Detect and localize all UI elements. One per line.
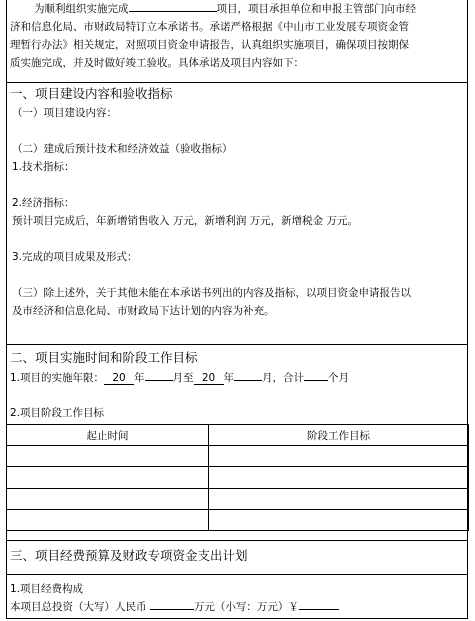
table-row	[7, 509, 469, 530]
table-cell	[209, 446, 469, 467]
intro-line-2: 济和信息化局、市财政局特订立本承诺书。承诺严格根据《中山市工业发展专项资金管	[10, 21, 409, 33]
section-3-heading: 三、项目经费预算及财政专项资金支出计划	[10, 548, 248, 563]
total-investment-text: 本项目总投资（大写）人民币	[10, 601, 147, 613]
economic-indicators-label: 2.经济指标：	[12, 197, 75, 209]
total-months-blank	[304, 380, 328, 381]
section-1-heading: 一、项目建设内容和验收指标	[10, 86, 173, 101]
end-year-field: 20	[194, 372, 224, 385]
section-divider-1	[6, 82, 468, 83]
project-name-blank	[129, 11, 217, 12]
amount-in-words-blank	[150, 609, 194, 610]
stage-goals-table	[6, 424, 469, 531]
table-cell	[209, 488, 469, 509]
table-cell	[7, 488, 209, 509]
new-profit-text: 万元，新增利润	[172, 215, 247, 227]
table-row	[7, 467, 469, 488]
intro-line-3: 理暂行办法》相关规定，对照项目资金申请报告，认真组织实施项目，确保项目按期保	[10, 39, 409, 51]
intro-line-1	[34, 2, 416, 16]
section-1-subitem-2: （二）建成后预计技术和经济效益（验收指标）	[12, 143, 233, 155]
intro-text-a: 为顺利组织实施完成	[34, 3, 129, 15]
stage-goal-header: 阶段工作目标	[209, 425, 469, 446]
economic-indicators-line	[12, 214, 358, 228]
section-divider-3	[6, 540, 468, 541]
section-1-subitem-3-line-1: （三）除上述外，关于其他未能在本承诺书列出的内容及指标，以项目资金申请报告以	[12, 287, 411, 299]
intro-text-b: 项目，项目承担单位和申报主管部门向市经	[216, 3, 416, 15]
end-month-blank	[234, 380, 262, 381]
implementation-period-line	[10, 371, 349, 385]
section-1-subitem-3-line-2: 及市经济和信息化局、市财政局下达计划的内容为补充。	[12, 305, 275, 317]
end-year-word: 年	[223, 372, 235, 384]
months-unit-text: 个月	[328, 372, 350, 384]
total-investment-line	[10, 600, 339, 614]
start-year-word: 年	[134, 372, 145, 384]
table-row	[7, 488, 469, 509]
intro-line-4: 质实施完成，并及时做好竣工验收。具体承诺及项目内容如下：	[10, 57, 304, 69]
start-year-field: 20	[104, 372, 134, 385]
table-cell	[7, 446, 209, 467]
implementation-period-label: 1.项目的实施年限：	[10, 372, 105, 384]
project-results-label: 3.完成的项目成果及形式：	[12, 251, 138, 263]
table-cell	[7, 467, 209, 488]
section-divider-2	[6, 344, 468, 345]
technical-indicators-label: 1.技术指标：	[12, 161, 75, 173]
start-end-time-header: 起止时间	[7, 425, 209, 446]
table-cell	[209, 467, 469, 488]
stage-goals-label: 2.项目阶段工作目标	[10, 407, 105, 419]
start-month-blank	[145, 380, 173, 381]
table-row	[7, 446, 469, 467]
month-to-text: 月至	[172, 372, 194, 384]
new-sales-text: 预计项目完成后，年新增销售收入	[12, 215, 170, 227]
table-cell	[7, 509, 209, 530]
month-total-text: 月，合计	[262, 372, 305, 384]
section-1-subitem-1: （一）项目建设内容：	[12, 107, 117, 119]
section-2-heading: 二、项目实施时间和阶段工作目标	[10, 350, 198, 365]
funding-composition-label: 1.项目经费构成	[10, 583, 84, 595]
amount-in-figures-text: 万元（小写：万元）￥	[193, 601, 299, 613]
table-header-row	[7, 425, 469, 446]
new-tax-text: 万元，新增税金	[249, 215, 324, 227]
tax-unit-text: 万元。	[326, 215, 359, 227]
section-divider-4	[6, 574, 468, 575]
table-cell	[209, 509, 469, 530]
amount-in-figures-blank	[299, 609, 339, 610]
